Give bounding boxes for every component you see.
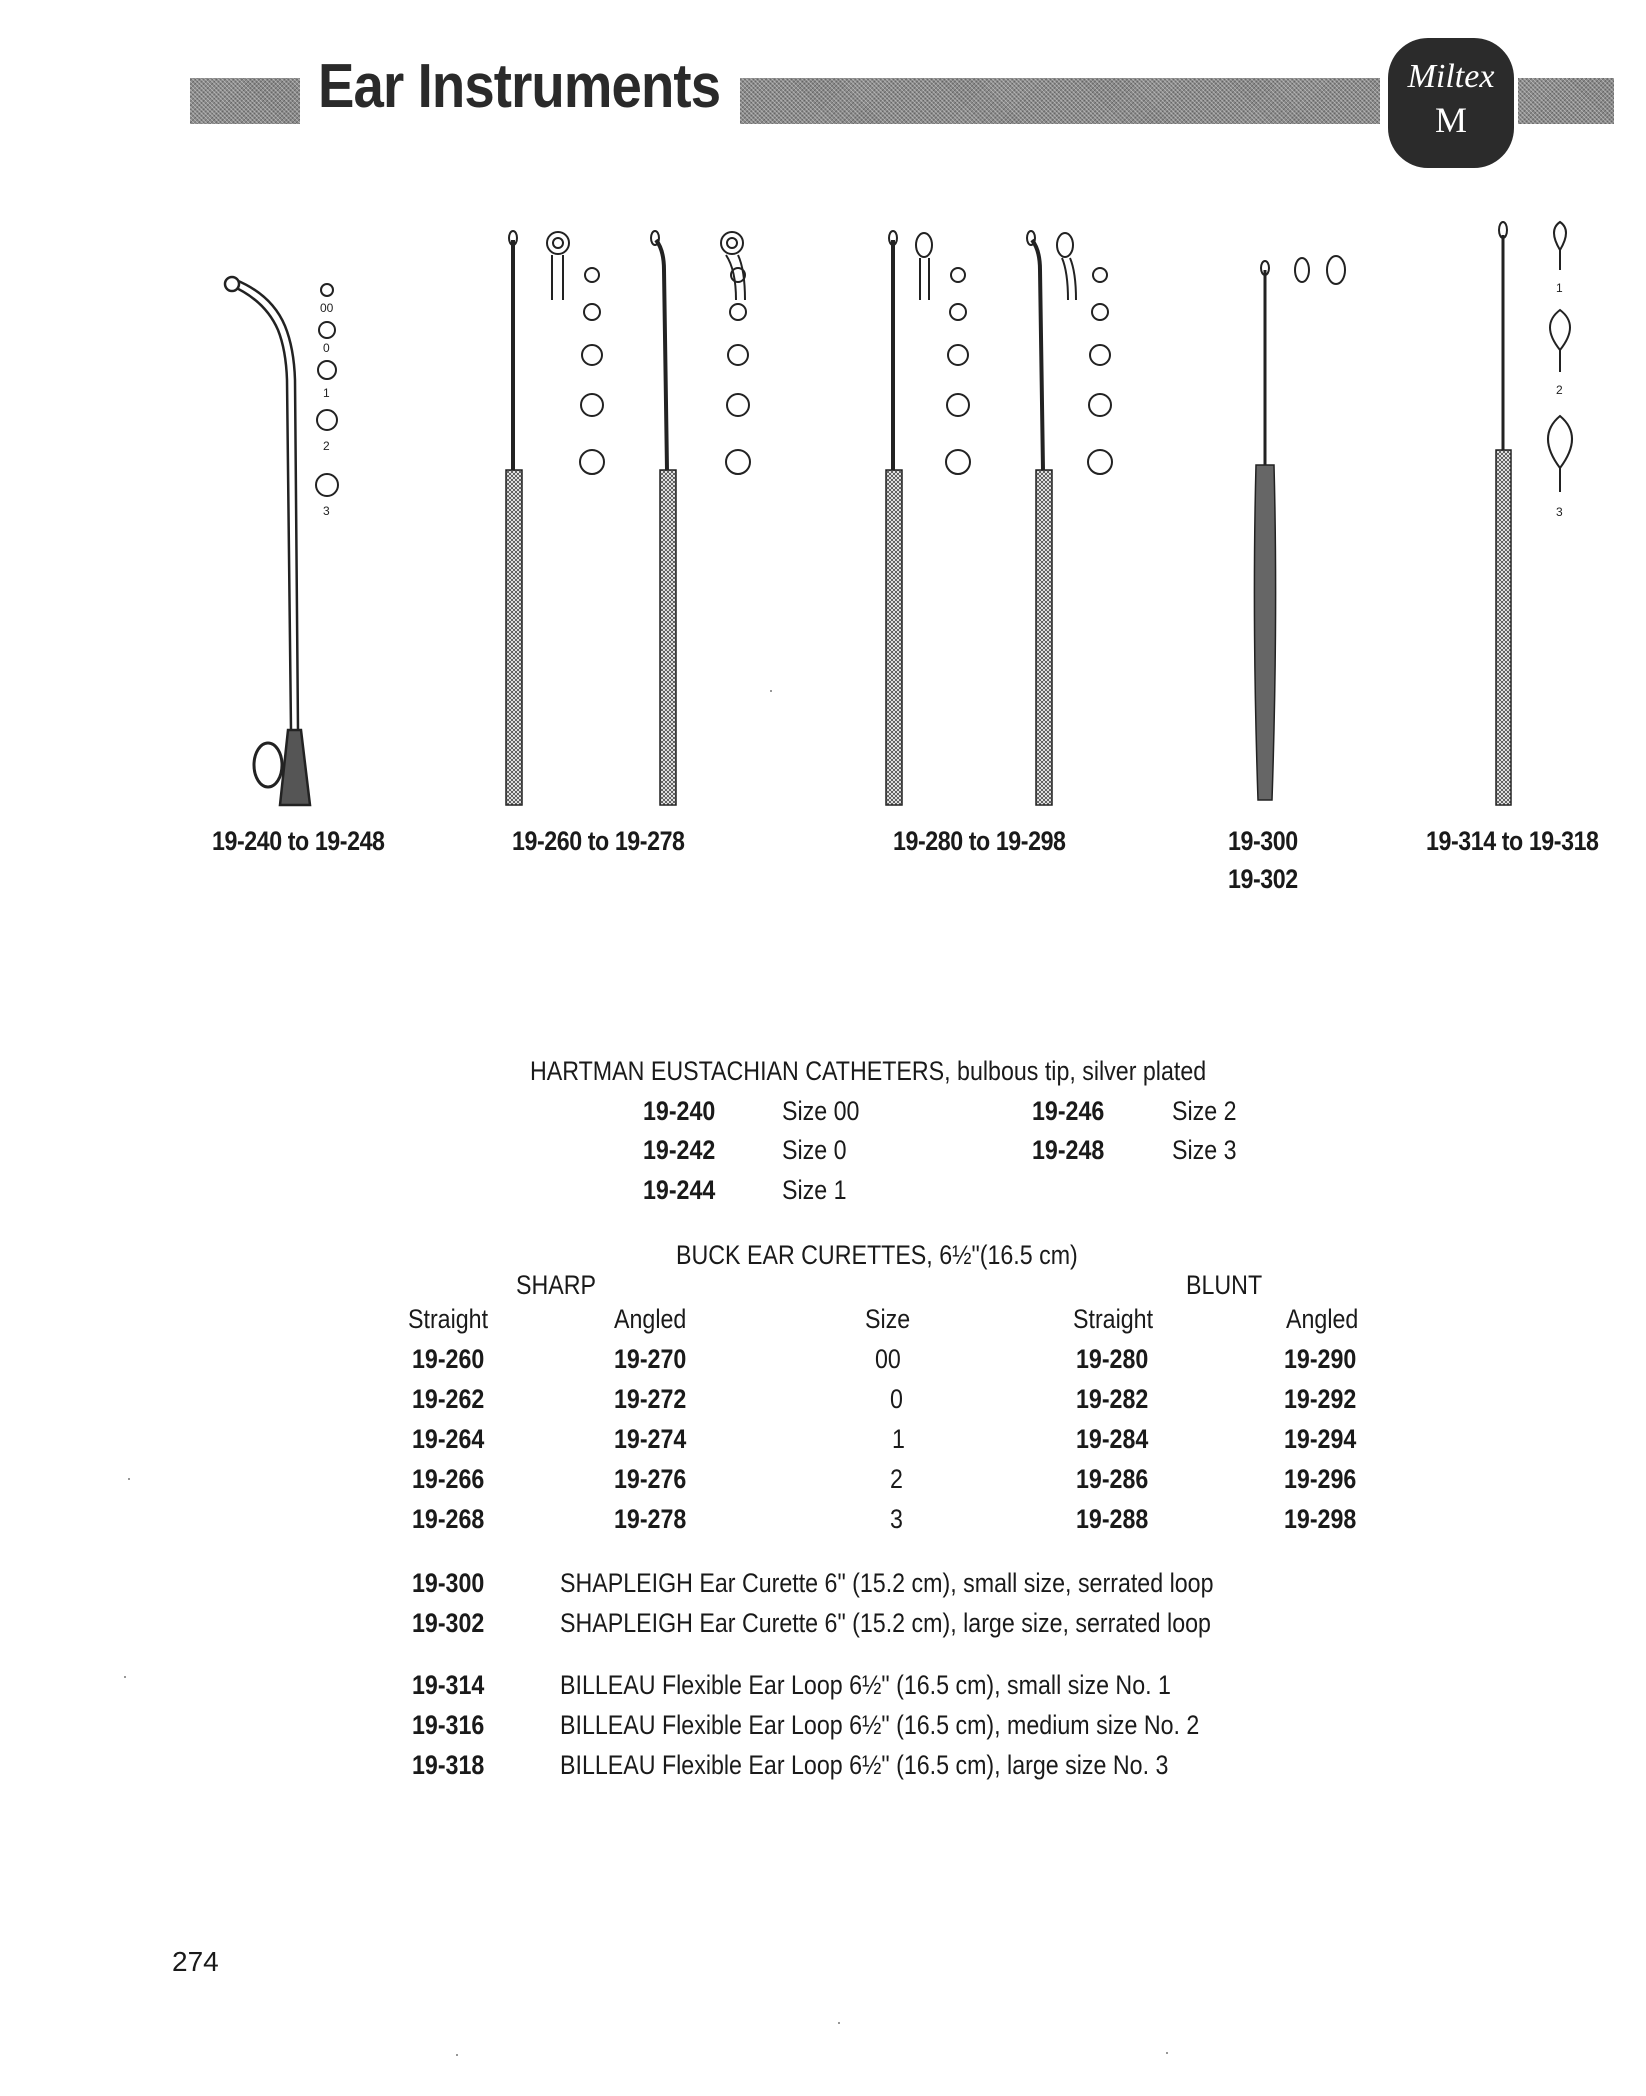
caption-billeau: 19-314 to 19-318 (1426, 826, 1599, 856)
buck-cell: 19-260 (412, 1344, 485, 1374)
shapleigh-curette (1254, 256, 1345, 800)
svg-text:1: 1 (323, 386, 330, 400)
hartman-heading-desc: bulbous tip, silver plated (957, 1056, 1207, 1086)
buck-blunt-label: BLUNT (1186, 1270, 1263, 1300)
scan-speck (1166, 2052, 1168, 2054)
billeau-desc: BILLEAU Flexible Ear Loop 6½" (16.5 cm), large size No. 3 (560, 1750, 1169, 1780)
blunt-straight-curette (886, 231, 902, 805)
hartman-size: Size 00 (782, 1096, 860, 1126)
buck-column-header: Size (865, 1304, 911, 1334)
buck-column-header: Straight (408, 1304, 489, 1334)
svg-text:2: 2 (1556, 383, 1563, 397)
page-title: Ear Instruments (318, 52, 721, 121)
buck-cell: 2 (890, 1464, 903, 1494)
svg-text:0: 0 (323, 341, 330, 355)
curette-size-markers-blunt (946, 268, 1112, 474)
buck-cell: 19-276 (614, 1464, 687, 1494)
svg-text:3: 3 (1556, 505, 1563, 519)
buck-cell: 19-282 (1076, 1384, 1149, 1414)
billeau-desc: BILLEAU Flexible Ear Loop 6½" (16.5 cm), medium size No. 2 (560, 1710, 1200, 1740)
buck-cell: 19-266 (412, 1464, 485, 1494)
caption-catheters: 19-240 to 19-248 (212, 826, 385, 856)
billeau-code: 19-318 (412, 1750, 485, 1780)
buck-column-header: Straight (1073, 1304, 1154, 1334)
buck-cell: 19-288 (1076, 1504, 1149, 1534)
buck-cell: 19-280 (1076, 1344, 1149, 1374)
hartman-code: 19-244 (643, 1175, 716, 1205)
buck-cell: 0 (890, 1384, 903, 1414)
hartman-code: 19-246 (1032, 1096, 1105, 1126)
buck-cell: 00 (875, 1344, 901, 1374)
hartman-heading (530, 1056, 1206, 1087)
logo-mark: M (1434, 100, 1467, 140)
caption-sharp-curettes: 19-260 to 19-278 (512, 826, 685, 856)
logo-script-text: Miltex (1407, 58, 1495, 95)
buck-cell: 19-278 (614, 1504, 687, 1534)
svg-text:2: 2 (323, 439, 330, 453)
sharp-straight-curette (506, 231, 522, 805)
buck-cell: 19-294 (1284, 1424, 1357, 1454)
shapleigh-code: 19-302 (412, 1608, 485, 1638)
hartman-code: 19-240 (643, 1096, 716, 1126)
sharp-angled-curette (651, 231, 676, 805)
shapleigh-desc: SHAPLEIGH Ear Curette 6" (15.2 cm), large size, serrated loop (560, 1608, 1211, 1638)
buck-sharp-label: SHARP (516, 1270, 597, 1300)
billeau-code: 19-316 (412, 1710, 485, 1740)
buck-cell: 19-262 (412, 1384, 485, 1414)
svg-text:3: 3 (323, 504, 330, 518)
sharp-tip-detail (547, 232, 745, 300)
buck-column-header: Angled (614, 1304, 687, 1334)
buck-cell: 19-284 (1076, 1424, 1149, 1454)
buck-cell: 19-268 (412, 1504, 485, 1534)
caption-shapleigh-1: 19-300 (1228, 826, 1298, 856)
caption-shapleigh-2: 19-302 (1228, 864, 1298, 894)
buck-cell: 19-272 (614, 1384, 687, 1414)
hartman-heading-name: HARTMAN EUSTACHIAN CATHETERS, (530, 1056, 951, 1086)
loop-size-markers (1548, 222, 1572, 492)
blunt-tip-detail (916, 233, 1076, 300)
billeau-code: 19-314 (412, 1670, 485, 1700)
buck-cell: 1 (892, 1424, 905, 1454)
buck-cell: 19-286 (1076, 1464, 1149, 1494)
svg-text:00: 00 (320, 301, 334, 315)
hartman-code: 19-248 (1032, 1135, 1105, 1165)
buck-cell: 19-270 (614, 1344, 687, 1374)
hartman-code: 19-242 (643, 1135, 716, 1165)
buck-cell: 19-264 (412, 1424, 485, 1454)
scan-speck (838, 2022, 840, 2024)
scan-speck (456, 2054, 458, 2056)
buck-column-header: Angled (1286, 1304, 1359, 1334)
buck-heading: BUCK EAR CURETTES, 6½"(16.5 cm) (676, 1240, 1078, 1270)
buck-cell: 19-292 (1284, 1384, 1357, 1414)
buck-cell: 19-296 (1284, 1464, 1357, 1494)
hartman-size: Size 1 (782, 1175, 847, 1205)
hartman-size: Size 0 (782, 1135, 847, 1165)
scan-speck (128, 1478, 130, 1480)
billeau-ear-loop (1496, 222, 1511, 805)
svg-text:1: 1 (1556, 281, 1563, 295)
blunt-angled-curette (1027, 231, 1052, 805)
caption-blunt-curettes: 19-280 to 19-298 (893, 826, 1066, 856)
scan-speck (770, 690, 772, 692)
scan-speck (124, 1676, 126, 1678)
hartman-size: Size 3 (1172, 1135, 1237, 1165)
buck-cell: 3 (890, 1504, 903, 1534)
buck-cell: 19-290 (1284, 1344, 1357, 1374)
buck-cell: 19-274 (614, 1424, 687, 1454)
catheter-illustration (225, 277, 310, 805)
billeau-desc: BILLEAU Flexible Ear Loop 6½" (16.5 cm), small size No. 1 (560, 1670, 1171, 1700)
shapleigh-desc: SHAPLEIGH Ear Curette 6" (15.2 cm), small size, serrated loop (560, 1568, 1214, 1598)
shapleigh-code: 19-300 (412, 1568, 485, 1598)
buck-cell: 19-298 (1284, 1504, 1357, 1534)
page-number: 274 (172, 1946, 219, 1977)
hartman-size: Size 2 (1172, 1096, 1237, 1126)
